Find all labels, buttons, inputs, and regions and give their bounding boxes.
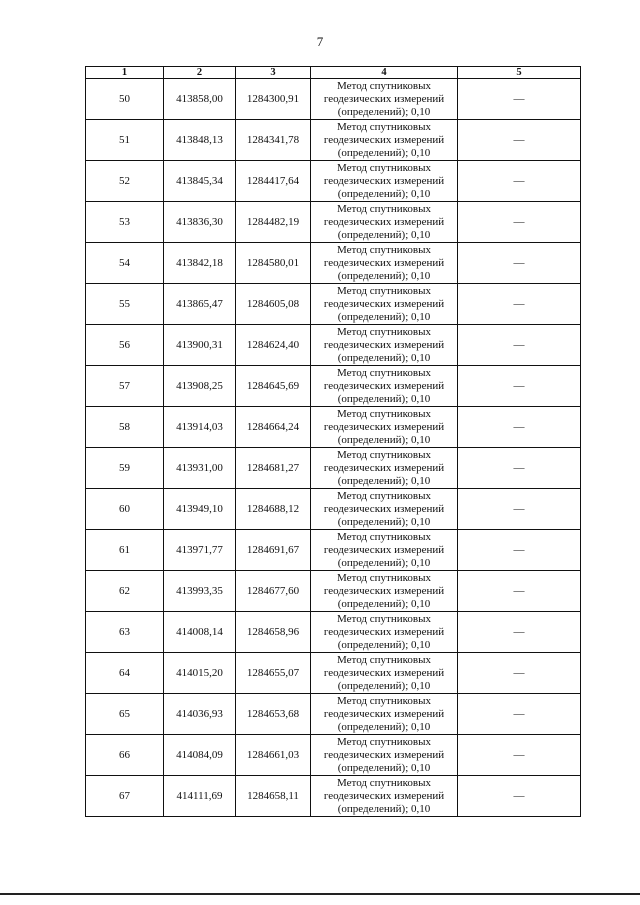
method-line: Метод спутниковых: [337, 489, 431, 502]
method-line: (определений); 0,10: [337, 638, 431, 651]
method-cell: [311, 776, 458, 817]
method-line: Метод спутниковых: [337, 448, 431, 461]
x-coordinate-cell: 413900,31: [164, 325, 236, 366]
x-coordinate-cell: 413858,00: [164, 79, 236, 120]
method-cell: [311, 202, 458, 243]
method-line: геодезических измерений: [323, 543, 445, 556]
x-coordinate-cell: 413845,34: [164, 161, 236, 202]
method-line: Метод спутниковых: [337, 571, 431, 584]
table-row: [86, 325, 581, 366]
method-line: (определений); 0,10: [337, 433, 431, 446]
column-header-5: 5: [458, 67, 581, 79]
point-number-cell: 50: [86, 79, 164, 120]
note-cell: —: [458, 489, 581, 530]
method-cell: [311, 448, 458, 489]
method-line: Метод спутниковых: [337, 407, 431, 420]
y-coordinate-cell: 1284658,11: [236, 776, 311, 817]
x-coordinate-cell: 413865,47: [164, 284, 236, 325]
method-line: (определений); 0,10: [337, 597, 431, 610]
y-coordinate-cell: 1284677,60: [236, 571, 311, 612]
method-line: геодезических измерений: [323, 420, 445, 433]
method-line: (определений); 0,10: [337, 802, 431, 815]
note-cell: —: [458, 530, 581, 571]
point-number-cell: 52: [86, 161, 164, 202]
method-line: геодезических измерений: [323, 748, 445, 761]
method-line: Метод спутниковых: [337, 161, 431, 174]
method-line: (определений); 0,10: [337, 474, 431, 487]
x-coordinate-cell: 413949,10: [164, 489, 236, 530]
table-body: [86, 79, 581, 817]
y-coordinate-cell: 1284661,03: [236, 735, 311, 776]
point-number-cell: 65: [86, 694, 164, 735]
table-row: [86, 202, 581, 243]
x-coordinate-cell: 414036,93: [164, 694, 236, 735]
point-number-cell: 51: [86, 120, 164, 161]
y-coordinate-cell: 1284681,27: [236, 448, 311, 489]
column-header-2: 2: [164, 67, 236, 79]
method-cell: [311, 694, 458, 735]
method-line: Метод спутниковых: [337, 284, 431, 297]
method-cell: [311, 284, 458, 325]
method-line: (определений); 0,10: [337, 761, 431, 774]
method-cell: [311, 735, 458, 776]
method-line: геодезических измерений: [323, 502, 445, 515]
method-cell: [311, 530, 458, 571]
table-row: [86, 735, 581, 776]
x-coordinate-cell: 413848,13: [164, 120, 236, 161]
method-line: Метод спутниковых: [337, 366, 431, 379]
point-number-cell: 64: [86, 653, 164, 694]
table-row: [86, 79, 581, 120]
note-cell: —: [458, 243, 581, 284]
point-number-cell: 58: [86, 407, 164, 448]
table-row: [86, 284, 581, 325]
method-line: геодезических измерений: [323, 297, 445, 310]
method-line: Метод спутниковых: [337, 735, 431, 748]
table-row: [86, 530, 581, 571]
method-line: (определений); 0,10: [337, 720, 431, 733]
method-line: (определений); 0,10: [337, 228, 431, 241]
column-header-4: 4: [311, 67, 458, 79]
note-cell: —: [458, 653, 581, 694]
point-number-cell: 56: [86, 325, 164, 366]
table-row: [86, 776, 581, 817]
method-cell: [311, 325, 458, 366]
method-cell: [311, 79, 458, 120]
method-line: (определений); 0,10: [337, 556, 431, 569]
note-cell: —: [458, 202, 581, 243]
method-line: (определений); 0,10: [337, 310, 431, 323]
note-cell: —: [458, 694, 581, 735]
x-coordinate-cell: 413836,30: [164, 202, 236, 243]
method-line: Метод спутниковых: [337, 530, 431, 543]
x-coordinate-cell: 413931,00: [164, 448, 236, 489]
note-cell: —: [458, 120, 581, 161]
x-coordinate-cell: 414008,14: [164, 612, 236, 653]
y-coordinate-cell: 1284580,01: [236, 243, 311, 284]
point-number-cell: 61: [86, 530, 164, 571]
y-coordinate-cell: 1284653,68: [236, 694, 311, 735]
y-coordinate-cell: 1284664,24: [236, 407, 311, 448]
scan-edge-line: [0, 893, 640, 895]
y-coordinate-cell: 1284300,91: [236, 79, 311, 120]
method-cell: [311, 653, 458, 694]
method-line: Метод спутниковых: [337, 202, 431, 215]
method-line: Метод спутниковых: [337, 120, 431, 133]
point-number-cell: 66: [86, 735, 164, 776]
method-line: Метод спутниковых: [337, 325, 431, 338]
table-row: [86, 653, 581, 694]
method-cell: [311, 571, 458, 612]
point-number-cell: 60: [86, 489, 164, 530]
method-line: геодезических измерений: [323, 666, 445, 679]
column-header-1: 1: [86, 67, 164, 79]
method-line: геодезических измерений: [323, 133, 445, 146]
table-row: [86, 243, 581, 284]
method-line: геодезических измерений: [323, 256, 445, 269]
method-line: геодезических измерений: [323, 584, 445, 597]
method-line: геодезических измерений: [323, 215, 445, 228]
note-cell: —: [458, 735, 581, 776]
page-number: 7: [316, 34, 324, 49]
y-coordinate-cell: 1284691,67: [236, 530, 311, 571]
table-row: [86, 571, 581, 612]
method-line: геодезических измерений: [323, 174, 445, 187]
table-header-row: [86, 67, 581, 79]
note-cell: —: [458, 776, 581, 817]
table-row: [86, 120, 581, 161]
method-cell: [311, 612, 458, 653]
method-cell: [311, 161, 458, 202]
method-line: Метод спутниковых: [337, 79, 431, 92]
note-cell: —: [458, 612, 581, 653]
y-coordinate-cell: 1284417,64: [236, 161, 311, 202]
method-line: (определений); 0,10: [337, 515, 431, 528]
method-cell: [311, 120, 458, 161]
point-number-cell: 55: [86, 284, 164, 325]
column-header-3: 3: [236, 67, 311, 79]
method-line: геодезических измерений: [323, 789, 445, 802]
y-coordinate-cell: 1284482,19: [236, 202, 311, 243]
method-cell: [311, 407, 458, 448]
method-cell: [311, 366, 458, 407]
note-cell: —: [458, 284, 581, 325]
x-coordinate-cell: 414111,69: [164, 776, 236, 817]
x-coordinate-cell: 414084,09: [164, 735, 236, 776]
y-coordinate-cell: 1284624,40: [236, 325, 311, 366]
method-line: геодезических измерений: [323, 379, 445, 392]
method-line: геодезических измерений: [323, 92, 445, 105]
y-coordinate-cell: 1284341,78: [236, 120, 311, 161]
method-line: (определений); 0,10: [337, 351, 431, 364]
method-line: Метод спутниковых: [337, 653, 431, 666]
method-cell: [311, 243, 458, 284]
method-line: геодезических измерений: [323, 338, 445, 351]
note-cell: —: [458, 325, 581, 366]
note-cell: —: [458, 366, 581, 407]
x-coordinate-cell: 413993,35: [164, 571, 236, 612]
x-coordinate-cell: 413914,03: [164, 407, 236, 448]
point-number-cell: 53: [86, 202, 164, 243]
x-coordinate-cell: 414015,20: [164, 653, 236, 694]
y-coordinate-cell: 1284688,12: [236, 489, 311, 530]
point-number-cell: 59: [86, 448, 164, 489]
method-line: геодезических измерений: [323, 625, 445, 638]
method-line: Метод спутниковых: [337, 776, 431, 789]
y-coordinate-cell: 1284655,07: [236, 653, 311, 694]
method-line: (определений); 0,10: [337, 105, 431, 118]
note-cell: —: [458, 79, 581, 120]
method-line: Метод спутниковых: [337, 612, 431, 625]
method-line: (определений); 0,10: [337, 146, 431, 159]
point-number-cell: 62: [86, 571, 164, 612]
x-coordinate-cell: 413971,77: [164, 530, 236, 571]
y-coordinate-cell: 1284658,96: [236, 612, 311, 653]
method-line: геодезических измерений: [323, 461, 445, 474]
note-cell: —: [458, 161, 581, 202]
method-line: Метод спутниковых: [337, 243, 431, 256]
table-row: [86, 694, 581, 735]
method-cell: [311, 489, 458, 530]
method-line: (определений); 0,10: [337, 679, 431, 692]
point-number-cell: 54: [86, 243, 164, 284]
method-line: (определений); 0,10: [337, 269, 431, 282]
table-row: [86, 448, 581, 489]
table-row: [86, 366, 581, 407]
coordinates-table: [85, 66, 581, 817]
y-coordinate-cell: 1284645,69: [236, 366, 311, 407]
x-coordinate-cell: 413908,25: [164, 366, 236, 407]
point-number-cell: 57: [86, 366, 164, 407]
method-line: (определений); 0,10: [337, 392, 431, 405]
table-row: [86, 407, 581, 448]
x-coordinate-cell: 413842,18: [164, 243, 236, 284]
y-coordinate-cell: 1284605,08: [236, 284, 311, 325]
note-cell: —: [458, 448, 581, 489]
note-cell: —: [458, 407, 581, 448]
table-row: [86, 161, 581, 202]
method-line: геодезических измерений: [323, 707, 445, 720]
point-number-cell: 67: [86, 776, 164, 817]
note-cell: —: [458, 571, 581, 612]
table-row: [86, 489, 581, 530]
method-line: Метод спутниковых: [337, 694, 431, 707]
method-line: (определений); 0,10: [337, 187, 431, 200]
point-number-cell: 63: [86, 612, 164, 653]
table-row: [86, 612, 581, 653]
